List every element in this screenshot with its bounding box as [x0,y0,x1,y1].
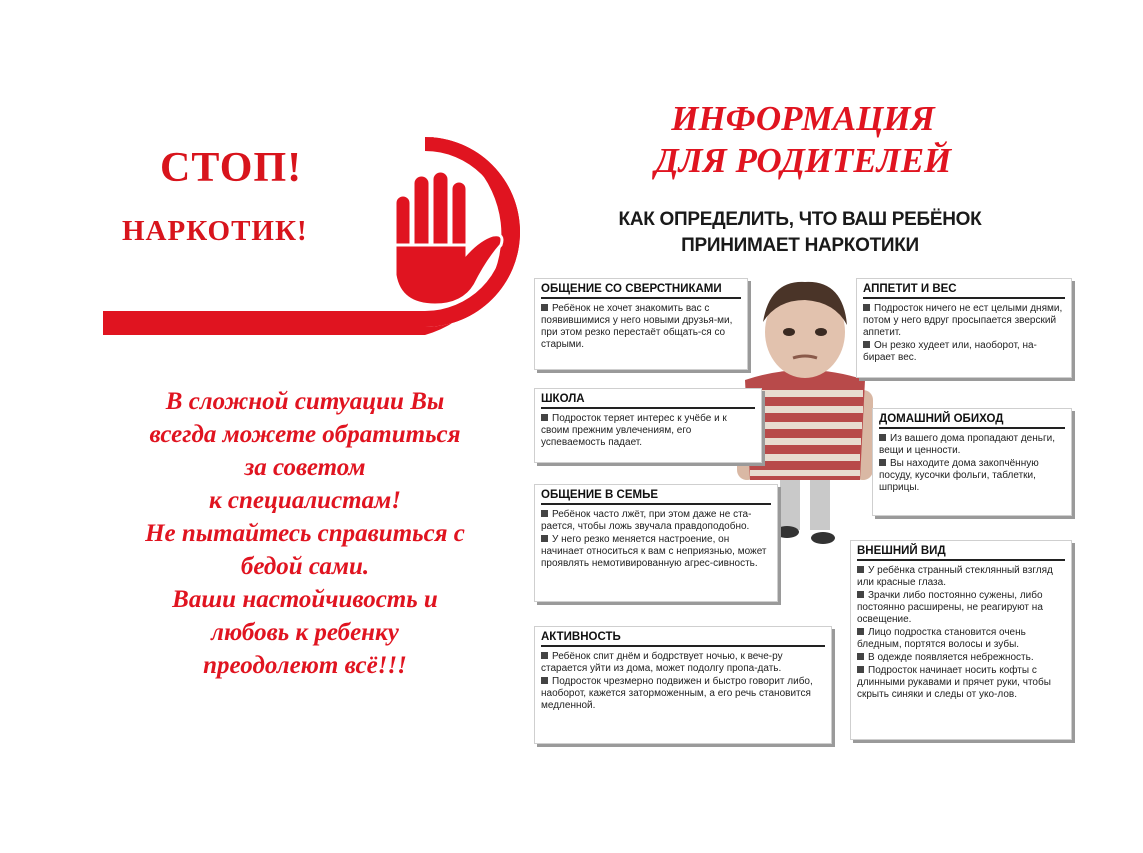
card-item: Он резко худеет или, наоборот, на-бирает вес. [863,340,1065,364]
how-title-line: ПРИНИМАЕТ НАРКОТИКИ [681,235,919,256]
advice-text [95,385,515,682]
card-item: Зрачки либо постоянно сужены, либо постоянно расширены, не реагируют на освещение. [857,590,1065,626]
card-item: Ребёнок спит днём и бодрствует ночью, к вече-ру старается уйти из дома, может подолгу пропа-дать. [541,651,825,675]
advice-line: за советом [244,454,366,481]
card-item: Подросток ничего не ест целыми днями, потом у него вдруг просыпается зверский аппетит. [863,303,1065,339]
card-item: В одежде появляется небрежность. [857,652,1065,664]
card-school [534,388,762,463]
card-item: Вы находите дома закопчённую посуду, кусочки фольги, таблетки, шприцы. [879,458,1065,494]
card-activity [534,626,832,744]
advice-line: всегда можете обратиться [149,421,461,448]
advice-line: Ваши настойчивость и [172,586,438,613]
stop-title: СТОП! [160,145,303,191]
how-title-line: КАК ОПРЕДЕЛИТЬ, ЧТО ВАШ РЕБЁНОК [618,209,982,230]
card-appetite [856,278,1072,378]
info-title-line: ИНФОРМАЦИЯ [671,99,935,138]
advice-line: к специалистам! [209,487,401,514]
card-item: Подросток теряет интерес к учёбе и к своим прежним увлечениям, его успеваемость падает. [541,413,755,449]
info-title [628,98,978,182]
how-to-tell-title [590,207,1010,259]
advice-line: преодолеют всё!!! [203,652,407,679]
card-appearance [850,540,1072,740]
card-item: Лицо подростка становится очень бледным, портятся волосы и зубы. [857,627,1065,651]
advice-line: Не пытайтесь справиться с [145,520,465,547]
card-title: ДОМАШНИЙ ОБИХОД [879,413,1065,429]
card-item: У ребёнка странный стеклянный взгляд или красные глаза. [857,565,1065,589]
card-title: ОБЩЕНИЕ В СЕМЬЕ [541,489,771,505]
card-item: У него резко меняется настроение, он начинает относиться к вам с неприязнью, может проявлять немотивированную агрес-сивность. [541,534,771,570]
advice-line: бедой сами. [240,553,370,580]
advice-line: В сложной ситуации Вы [165,388,445,415]
card-household [872,408,1072,516]
card-item: Ребёнок часто лжёт, при этом даже не ста-рается, чтобы ложь звучала правдоподобно. [541,509,771,533]
card-title: ОБЩЕНИЕ СО СВЕРСТНИКАМИ [541,283,741,299]
card-peers [534,278,748,370]
card-item: Ребёнок не хочет знакомить вас с появившимися у него новыми друзья-ми, при этом резко перестаёт общать-ся со старыми. [541,303,741,351]
card-item: Подросток чрезмерно подвижен и быстро говорит либо, наоборот, кажется заторможенным, а его речь становится медленной. [541,676,825,712]
card-title: АППЕТИТ И ВЕС [863,283,1065,299]
stop-subtitle: НАРКОТИК! [122,215,308,247]
card-item: Подросток начинает носить кофты с длинными рукавами и прячет руки, чтобы скрыть синяки и следы от уко-лов. [857,665,1065,701]
info-title-line: ДЛЯ РОДИТЕЛЕЙ [654,141,952,180]
advice-line: любовь к ребенку [211,619,399,646]
card-title: ВНЕШНИЙ ВИД [857,545,1065,561]
card-title: ШКОЛА [541,393,755,409]
card-item: Из вашего дома пропадают деньги, вещи и ценности. [879,433,1065,457]
card-family [534,484,778,602]
card-title: АКТИВНОСТЬ [541,631,825,647]
